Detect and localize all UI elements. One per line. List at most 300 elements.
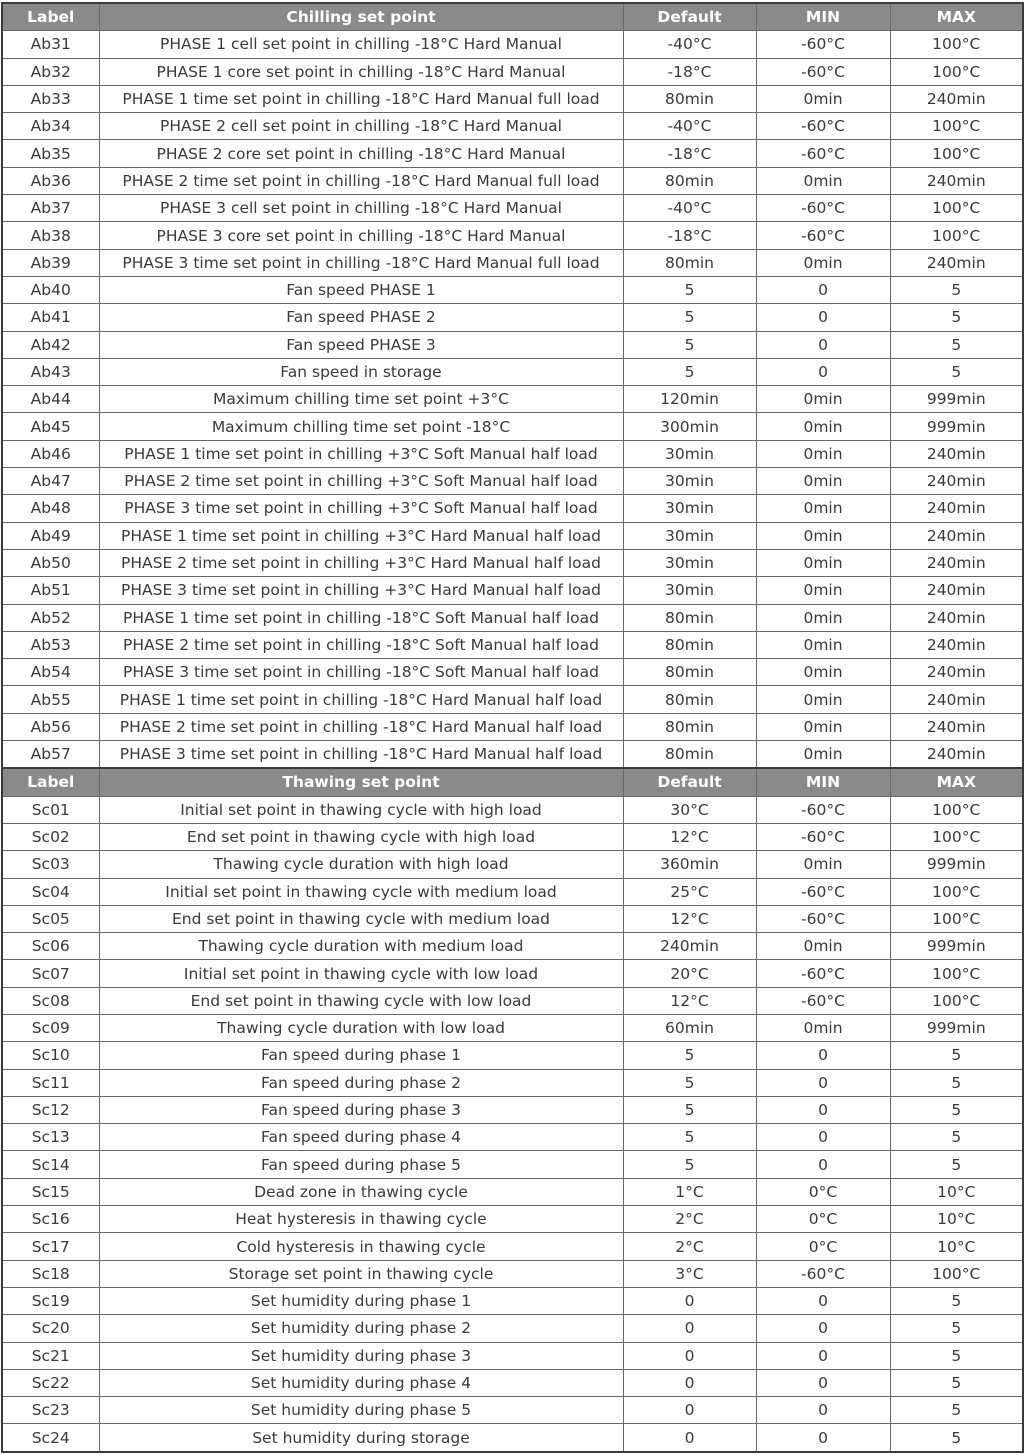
cell-min: 0 [756,1424,890,1452]
cell-max: 240min [890,631,1023,658]
cell-description: Fan speed PHASE 2 [99,304,623,331]
cell-default: 80min [623,631,756,658]
cell-min: 0min [756,1014,890,1041]
table-row [2,522,1023,549]
cell-description: PHASE 1 time set point in chilling -18°C Hard Manual half load [99,686,623,713]
cell-max: 100°C [890,113,1023,140]
table-row [2,304,1023,331]
cell-label: Ab42 [2,331,99,358]
table-row [2,933,1023,960]
cell-max: 240min [890,522,1023,549]
cell-description: Storage set point in thawing cycle [99,1260,623,1287]
cell-default: -18°C [623,140,756,167]
cell-label: Sc08 [2,987,99,1014]
header-row [2,768,1023,796]
cell-max: 240min [890,741,1023,769]
cell-description: Set humidity during phase 2 [99,1315,623,1342]
table-row [2,631,1023,658]
table-row [2,1397,1023,1424]
cell-label: Ab54 [2,659,99,686]
table-row [2,358,1023,385]
cell-label: Sc06 [2,933,99,960]
cell-min: 0min [756,631,890,658]
cell-default: 80min [623,85,756,112]
cell-min: -60°C [756,195,890,222]
table-row [2,851,1023,878]
cell-default: 0 [623,1315,756,1342]
cell-max: 100°C [890,878,1023,905]
thawing-section [2,768,1023,1451]
cell-label: Sc04 [2,878,99,905]
table-row [2,878,1023,905]
cell-default: 60min [623,1014,756,1041]
cell-default: 5 [623,304,756,331]
cell-label: Ab33 [2,85,99,112]
cell-label: Ab47 [2,468,99,495]
cell-description: Heat hysteresis in thawing cycle [99,1206,623,1233]
cell-min: -60°C [756,222,890,249]
table-row [2,331,1023,358]
cell-min: 0 [756,1315,890,1342]
cell-label: Sc05 [2,905,99,932]
cell-min: -60°C [756,905,890,932]
cell-max: 100°C [890,905,1023,932]
cell-description: End set point in thawing cycle with low load [99,987,623,1014]
cell-max: 240min [890,440,1023,467]
cell-description: PHASE 2 time set point in chilling -18°C Hard Manual half load [99,713,623,740]
cell-default: 80min [623,167,756,194]
cell-description: PHASE 1 time set point in chilling -18°C Hard Manual full load [99,85,623,112]
cell-min: 0°C [756,1233,890,1260]
cell-description: PHASE 1 core set point in chilling -18°C Hard Manual [99,58,623,85]
cell-default: 30min [623,577,756,604]
cell-max: 5 [890,358,1023,385]
cell-description: PHASE 1 time set point in chilling +3°C Soft Manual half load [99,440,623,467]
cell-label: Ab50 [2,549,99,576]
cell-description: Fan speed during phase 4 [99,1124,623,1151]
table-row [2,167,1023,194]
table-row [2,960,1023,987]
cell-max: 5 [890,1151,1023,1178]
cell-description: PHASE 2 time set point in chilling +3°C Soft Manual half load [99,468,623,495]
table-row [2,222,1023,249]
cell-description: Dead zone in thawing cycle [99,1178,623,1205]
table-row [2,140,1023,167]
cell-description: Fan speed during phase 3 [99,1096,623,1123]
cell-label: Ab40 [2,276,99,303]
table-row [2,1424,1023,1452]
cell-default: 5 [623,1151,756,1178]
cell-max: 5 [890,1287,1023,1314]
header-row [2,3,1023,31]
cell-description: PHASE 2 time set point in chilling +3°C Hard Manual half load [99,549,623,576]
cell-description: Maximum chilling time set point +3°C [99,386,623,413]
cell-min: 0 [756,304,890,331]
cell-label: Ab45 [2,413,99,440]
cell-min: 0 [756,1124,890,1151]
cell-min: 0min [756,549,890,576]
cell-description: Fan speed PHASE 1 [99,276,623,303]
cell-min: -60°C [756,58,890,85]
cell-min: -60°C [756,796,890,823]
table-row [2,1124,1023,1151]
column-header-max: MAX [890,3,1023,31]
cell-default: 5 [623,358,756,385]
cell-description: Thawing cycle duration with high load [99,851,623,878]
cell-label: Sc24 [2,1424,99,1452]
cell-max: 240min [890,713,1023,740]
cell-description: Initial set point in thawing cycle with low load [99,960,623,987]
cell-max: 5 [890,1042,1023,1069]
cell-min: 0min [756,933,890,960]
parameter-table [1,2,1024,1453]
cell-description: PHASE 3 time set point in chilling -18°C Hard Manual half load [99,741,623,769]
cell-description: PHASE 2 cell set point in chilling -18°C Hard Manual [99,113,623,140]
table-row [2,195,1023,222]
column-header-description: Chilling set point [99,3,623,31]
cell-min: 0 [756,1369,890,1396]
cell-label: Sc20 [2,1315,99,1342]
cell-max: 5 [890,1069,1023,1096]
cell-default: -40°C [623,31,756,58]
cell-default: 120min [623,386,756,413]
table-row [2,31,1023,58]
cell-description: PHASE 1 time set point in chilling -18°C Soft Manual half load [99,604,623,631]
cell-default: 12°C [623,905,756,932]
cell-description: PHASE 2 time set point in chilling -18°C Soft Manual half load [99,631,623,658]
cell-max: 100°C [890,987,1023,1014]
table-row [2,468,1023,495]
cell-max: 5 [890,1397,1023,1424]
table-row [2,1151,1023,1178]
table-row [2,713,1023,740]
cell-label: Ab56 [2,713,99,740]
cell-default: 0 [623,1397,756,1424]
cell-description: PHASE 2 core set point in chilling -18°C Hard Manual [99,140,623,167]
table-row [2,1233,1023,1260]
cell-min: -60°C [756,113,890,140]
cell-description: Initial set point in thawing cycle with high load [99,796,623,823]
cell-default: 30min [623,468,756,495]
cell-default: 300min [623,413,756,440]
cell-default: 30°C [623,796,756,823]
cell-max: 240min [890,549,1023,576]
table-row [2,1178,1023,1205]
cell-label: Ab35 [2,140,99,167]
cell-label: Ab37 [2,195,99,222]
cell-default: 240min [623,933,756,960]
cell-default: 80min [623,249,756,276]
cell-default: 80min [623,686,756,713]
cell-label: Ab43 [2,358,99,385]
table-row [2,604,1023,631]
table-row [2,659,1023,686]
cell-max: 100°C [890,58,1023,85]
cell-min: 0min [756,440,890,467]
table-row [2,1014,1023,1041]
cell-default: 1°C [623,1178,756,1205]
cell-default: 30min [623,549,756,576]
cell-min: 0min [756,495,890,522]
cell-label: Sc16 [2,1206,99,1233]
column-header-min: MIN [756,768,890,796]
table-row [2,796,1023,823]
cell-max: 999min [890,386,1023,413]
cell-min: 0min [756,249,890,276]
cell-description: Fan speed in storage [99,358,623,385]
cell-description: Fan speed during phase 2 [99,1069,623,1096]
cell-max: 5 [890,1124,1023,1151]
cell-min: -60°C [756,1260,890,1287]
cell-label: Ab52 [2,604,99,631]
cell-max: 5 [890,1096,1023,1123]
table-row [2,386,1023,413]
cell-max: 5 [890,331,1023,358]
cell-min: 0 [756,1151,890,1178]
cell-min: 0min [756,659,890,686]
table-row [2,987,1023,1014]
cell-label: Ab41 [2,304,99,331]
cell-label: Sc19 [2,1287,99,1314]
cell-label: Sc18 [2,1260,99,1287]
table-row [2,58,1023,85]
cell-max: 100°C [890,960,1023,987]
cell-min: -60°C [756,878,890,905]
cell-label: Ab34 [2,113,99,140]
cell-description: Fan speed PHASE 3 [99,331,623,358]
cell-min: 0min [756,686,890,713]
cell-max: 240min [890,577,1023,604]
cell-min: 0min [756,713,890,740]
cell-min: 0 [756,1069,890,1096]
table-row [2,113,1023,140]
cell-label: Ab49 [2,522,99,549]
cell-max: 10°C [890,1206,1023,1233]
cell-description: PHASE 3 time set point in chilling -18°C Soft Manual half load [99,659,623,686]
cell-min: 0°C [756,1178,890,1205]
cell-description: PHASE 3 time set point in chilling +3°C Hard Manual half load [99,577,623,604]
cell-label: Sc03 [2,851,99,878]
cell-max: 999min [890,933,1023,960]
cell-description: Fan speed during phase 1 [99,1042,623,1069]
cell-max: 240min [890,167,1023,194]
table-row [2,495,1023,522]
cell-label: Ab48 [2,495,99,522]
table-row [2,1315,1023,1342]
table-row [2,276,1023,303]
cell-max: 5 [890,1424,1023,1452]
cell-min: 0min [756,468,890,495]
cell-label: Sc17 [2,1233,99,1260]
cell-description: PHASE 2 time set point in chilling -18°C Hard Manual full load [99,167,623,194]
table-row [2,686,1023,713]
cell-max: 100°C [890,195,1023,222]
cell-min: 0min [756,604,890,631]
table-row [2,1096,1023,1123]
column-header-label: Label [2,3,99,31]
cell-label: Sc10 [2,1042,99,1069]
cell-default: 0 [623,1424,756,1452]
cell-label: Sc02 [2,823,99,850]
cell-label: Ab38 [2,222,99,249]
cell-min: 0 [756,331,890,358]
cell-label: Ab57 [2,741,99,769]
cell-max: 240min [890,468,1023,495]
cell-min: 0min [756,386,890,413]
cell-label: Sc12 [2,1096,99,1123]
cell-min: 0 [756,1397,890,1424]
chilling-section [2,3,1023,768]
cell-label: Ab55 [2,686,99,713]
cell-max: 100°C [890,222,1023,249]
table-row [2,440,1023,467]
table-row [2,1342,1023,1369]
cell-min: 0 [756,1042,890,1069]
cell-label: Ab32 [2,58,99,85]
cell-min: -60°C [756,987,890,1014]
table-row [2,1369,1023,1396]
cell-label: Ab53 [2,631,99,658]
cell-max: 5 [890,276,1023,303]
cell-max: 5 [890,1315,1023,1342]
cell-default: 2°C [623,1233,756,1260]
cell-description: Cold hysteresis in thawing cycle [99,1233,623,1260]
table-row [2,823,1023,850]
cell-max: 240min [890,249,1023,276]
table-row [2,577,1023,604]
cell-max: 999min [890,851,1023,878]
cell-min: -60°C [756,31,890,58]
cell-default: 5 [623,331,756,358]
cell-max: 240min [890,604,1023,631]
cell-max: 999min [890,1014,1023,1041]
cell-description: PHASE 3 core set point in chilling -18°C Hard Manual [99,222,623,249]
cell-min: 0min [756,167,890,194]
cell-max: 10°C [890,1233,1023,1260]
column-header-min: MIN [756,3,890,31]
cell-default: 2°C [623,1206,756,1233]
cell-min: -60°C [756,960,890,987]
cell-default: 25°C [623,878,756,905]
cell-max: 10°C [890,1178,1023,1205]
cell-label: Sc01 [2,796,99,823]
column-header-max: MAX [890,768,1023,796]
table-row [2,249,1023,276]
cell-default: 20°C [623,960,756,987]
cell-max: 100°C [890,823,1023,850]
cell-min: -60°C [756,140,890,167]
cell-label: Ab46 [2,440,99,467]
cell-label: Ab44 [2,386,99,413]
table-row [2,549,1023,576]
cell-default: 12°C [623,987,756,1014]
cell-label: Ab39 [2,249,99,276]
table-row [2,1260,1023,1287]
column-header-default: Default [623,3,756,31]
cell-min: 0 [756,358,890,385]
cell-description: PHASE 3 time set point in chilling -18°C Hard Manual full load [99,249,623,276]
table-row [2,85,1023,112]
cell-min: 0min [756,741,890,769]
cell-max: 240min [890,659,1023,686]
column-header-default: Default [623,768,756,796]
cell-label: Ab36 [2,167,99,194]
cell-default: 5 [623,1124,756,1151]
table-row [2,1069,1023,1096]
cell-description: Set humidity during storage [99,1424,623,1452]
cell-default: -18°C [623,58,756,85]
cell-min: -60°C [756,823,890,850]
cell-label: Ab51 [2,577,99,604]
cell-max: 100°C [890,31,1023,58]
cell-description: PHASE 1 cell set point in chilling -18°C Hard Manual [99,31,623,58]
cell-default: 5 [623,1042,756,1069]
cell-min: 0min [756,851,890,878]
cell-min: 0 [756,1287,890,1314]
cell-min: 0min [756,522,890,549]
cell-description: End set point in thawing cycle with high load [99,823,623,850]
cell-min: 0 [756,276,890,303]
cell-max: 5 [890,1342,1023,1369]
cell-default: 5 [623,1069,756,1096]
cell-default: 5 [623,1096,756,1123]
cell-default: 80min [623,604,756,631]
cell-min: 0min [756,577,890,604]
cell-max: 240min [890,85,1023,112]
cell-default: 80min [623,741,756,769]
table-row [2,1206,1023,1233]
cell-default: 5 [623,276,756,303]
cell-min: 0 [756,1342,890,1369]
cell-max: 5 [890,304,1023,331]
column-header-description: Thawing set point [99,768,623,796]
cell-description: Maximum chilling time set point -18°C [99,413,623,440]
cell-default: -18°C [623,222,756,249]
cell-description: PHASE 3 time set point in chilling +3°C Soft Manual half load [99,495,623,522]
cell-max: 999min [890,413,1023,440]
cell-default: 12°C [623,823,756,850]
cell-max: 100°C [890,1260,1023,1287]
cell-description: Set humidity during phase 5 [99,1397,623,1424]
cell-description: PHASE 1 time set point in chilling +3°C Hard Manual half load [99,522,623,549]
cell-label: Sc14 [2,1151,99,1178]
table-row [2,1042,1023,1069]
cell-description: Thawing cycle duration with low load [99,1014,623,1041]
cell-label: Sc21 [2,1342,99,1369]
cell-default: 80min [623,659,756,686]
cell-description: Fan speed during phase 5 [99,1151,623,1178]
cell-max: 240min [890,495,1023,522]
cell-label: Sc07 [2,960,99,987]
cell-default: 30min [623,522,756,549]
cell-default: 30min [623,495,756,522]
cell-description: End set point in thawing cycle with medium load [99,905,623,932]
cell-default: 30min [623,440,756,467]
cell-default: -40°C [623,113,756,140]
table-row [2,1287,1023,1314]
cell-description: Set humidity during phase 3 [99,1342,623,1369]
table-row [2,413,1023,440]
cell-default: 0 [623,1287,756,1314]
cell-min: 0 [756,1096,890,1123]
cell-default: 3°C [623,1260,756,1287]
table-row [2,741,1023,769]
cell-description: Set humidity during phase 1 [99,1287,623,1314]
cell-max: 100°C [890,796,1023,823]
cell-label: Sc15 [2,1178,99,1205]
cell-default: 0 [623,1369,756,1396]
cell-max: 240min [890,686,1023,713]
